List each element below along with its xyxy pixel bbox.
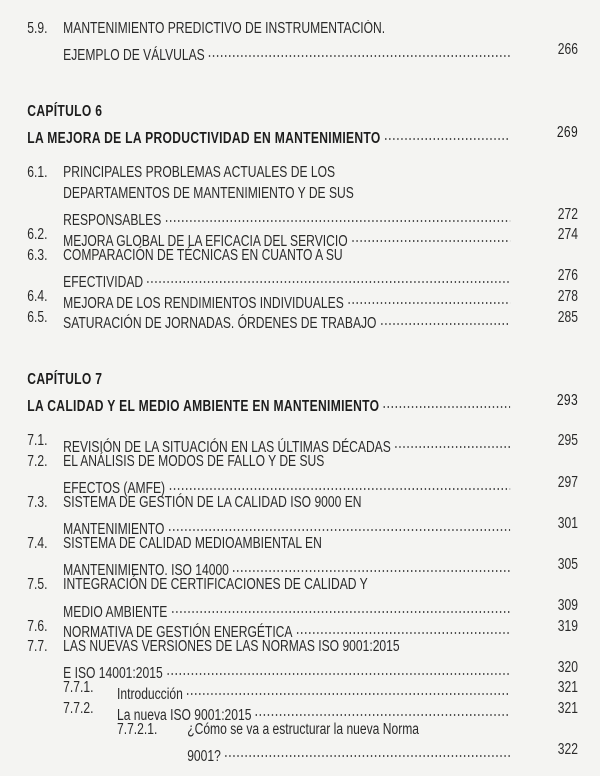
toc-entry-line[interactable]	[0, 555, 578, 580]
chapter-label-text: CAPÍTULO 6	[27, 103, 103, 121]
dot-leader	[255, 699, 511, 720]
toc-entry-line[interactable]	[0, 596, 578, 621]
section-title[interactable]: SATURACIÓN DE JORNADAS. ÓRDENES DE TRABAJO	[63, 315, 377, 333]
section-title[interactable]: SISTEMA DE CALIDAD MEDIOAMBIENTAL EN	[63, 535, 322, 553]
section-number: 7.7.1.	[63, 679, 94, 697]
chapter-label	[0, 102, 578, 123]
page-number: 285	[557, 308, 578, 326]
chapter-label-text: CAPÍTULO 7	[27, 371, 103, 389]
section-title[interactable]: La nueva ISO 9001:2015	[116, 706, 252, 724]
toc-entry-line[interactable]	[0, 40, 578, 65]
section-title[interactable]: MANTENIMIENTO	[63, 521, 165, 539]
section-title[interactable]: MEDIO AMBIENTE	[63, 603, 168, 621]
dot-leader	[168, 473, 510, 494]
chapter-title-body	[27, 391, 510, 418]
toc-entry-line[interactable]	[0, 575, 578, 596]
section-number: 7.1.	[27, 432, 48, 450]
toc-entry-line[interactable]	[0, 617, 578, 642]
section-title[interactable]: 9001?	[187, 747, 221, 765]
toc-entry-line[interactable]	[0, 678, 578, 704]
chapter-title-line[interactable]	[0, 123, 578, 148]
dot-leader	[224, 740, 510, 761]
section-title-body	[63, 637, 399, 658]
section-title[interactable]: EJEMPLO DE VÁLVULAS	[63, 47, 205, 65]
section-title[interactable]: E ISO 14001:2015	[63, 665, 163, 683]
section-title-body	[187, 740, 510, 767]
section-title[interactable]: MEJORA DE LOS RENDIMIENTOS INDIVIDUALES	[63, 294, 344, 312]
section-number: 7.4.	[27, 535, 48, 553]
page-number: 319	[557, 617, 578, 635]
dot-leader	[383, 391, 511, 412]
toc-entry-line[interactable]	[0, 473, 578, 498]
section-title[interactable]: MANTENIMIENTO. ISO 14000	[63, 562, 229, 580]
page-number: 278	[557, 287, 578, 305]
toc-entry-line[interactable]	[0, 514, 578, 539]
dot-leader	[208, 40, 510, 61]
page-number: 266	[557, 40, 578, 58]
page-number: 269	[556, 123, 578, 141]
toc-entry-line[interactable]	[0, 637, 578, 658]
page-number: 321	[557, 700, 578, 718]
toc-entry-line[interactable]	[0, 658, 578, 683]
section-number: 6.3.	[27, 246, 48, 264]
section-title-body	[63, 40, 510, 67]
toc-entry-line[interactable]	[0, 246, 578, 267]
section-title[interactable]: MANTENIMIENTO PREDICTIVO DE INSTRUMENTACIÓN.	[63, 20, 386, 37]
toc-entry-line[interactable]	[0, 308, 578, 333]
section-title-body	[63, 246, 342, 267]
section-title[interactable]: EFECTOS (AMFE)	[63, 480, 166, 498]
section-title-body	[63, 163, 335, 184]
section-title-body	[63, 534, 322, 555]
section-number: 7.7.2.	[63, 700, 94, 718]
dot-leader	[186, 678, 510, 699]
toc-entry-line[interactable]	[0, 266, 578, 291]
page-number: 293	[556, 391, 578, 409]
dot-leader	[296, 617, 511, 638]
chapter-title[interactable]: LA MEJORA DE LA PRODUCTIVIDAD EN MANTENIMIENTO	[27, 130, 381, 148]
section-title-body	[187, 720, 419, 741]
dot-leader	[351, 225, 510, 246]
section-title[interactable]: DEPARTAMENTOS DE MANTENIMIENTO Y DE SUS	[63, 184, 354, 202]
dot-leader	[166, 658, 510, 679]
section-number: 6.2.	[27, 226, 48, 244]
chapter-title-body	[27, 123, 510, 150]
page-number: 274	[557, 226, 578, 244]
section-number: 6.4.	[27, 287, 48, 305]
toc-entry-line[interactable]	[0, 493, 578, 514]
section-number: 7.5.	[27, 576, 48, 594]
page-number: 297	[557, 473, 578, 491]
toc-entry-line[interactable]	[0, 225, 578, 250]
page-number: 272	[557, 205, 578, 223]
toc-entry-line[interactable]	[0, 19, 578, 40]
toc-entry-line[interactable]	[0, 287, 578, 312]
chapter-title-line[interactable]	[0, 391, 578, 416]
toc-entry-line[interactable]	[0, 431, 578, 456]
page-number: 322	[557, 741, 578, 759]
section-number: 7.7.2.1.	[116, 720, 158, 738]
page-number: 321	[557, 679, 578, 697]
section-number: 7.2.	[27, 452, 48, 470]
page-number: 301	[557, 514, 578, 532]
section-number: 7.7.	[27, 638, 48, 656]
section-title[interactable]: EL ANÁLISIS DE MODOS DE FALLO Y DE SUS	[63, 452, 325, 470]
toc-entry-line[interactable]	[0, 534, 578, 555]
section-title[interactable]: EFECTIVIDAD	[63, 273, 144, 291]
section-number: 5.9.	[27, 20, 48, 37]
dot-leader	[232, 555, 510, 576]
chapter-label	[0, 370, 578, 391]
section-title-body	[63, 452, 324, 473]
section-title[interactable]: RESPONSABLES	[63, 212, 162, 230]
section-title-body	[63, 493, 361, 514]
section-title-body	[63, 308, 510, 335]
section-number: 6.5.	[27, 308, 48, 326]
dot-leader	[380, 308, 511, 329]
toc-entry-line[interactable]	[0, 699, 578, 724]
section-title[interactable]: REVISIÓN DE LA SITUACIÓN EN LAS ÚLTIMAS DÉCADAS	[63, 438, 391, 456]
section-title[interactable]: Introducción	[116, 686, 183, 704]
toc-entry-line[interactable]	[0, 720, 578, 741]
section-title[interactable]: SISTEMA DE GESTIÓN DE LA CALIDAD ISO 9000 EN	[63, 494, 362, 512]
section-title-body	[63, 19, 385, 40]
section-title[interactable]: INTEGRACIÓN DE CERTIFICACIONES DE CALIDAD Y	[63, 576, 368, 594]
page-number: 309	[557, 597, 578, 615]
chapter-title[interactable]: LA CALIDAD Y EL MEDIO AMBIENTE EN MANTENIMIENTO	[27, 398, 380, 416]
section-title-body	[63, 184, 354, 205]
toc-entry-line[interactable]	[0, 184, 578, 205]
section-title[interactable]: COMPARACIÓN DE TÉCNICAS EN CUANTO A SU	[63, 246, 343, 264]
page-number: 305	[557, 555, 578, 573]
toc-entry-line[interactable]	[0, 163, 578, 184]
section-title[interactable]: PRINCIPALES PROBLEMAS ACTUALES DE LOS	[63, 164, 336, 182]
dot-leader	[164, 205, 510, 226]
table-of-contents	[0, 19, 578, 765]
section-title[interactable]: MEJORA GLOBAL DE LA EFICACIA DEL SERVICIO	[63, 232, 348, 250]
page-number: 320	[557, 658, 578, 676]
toc-entry-line[interactable]	[0, 205, 578, 230]
dot-leader	[394, 431, 510, 452]
dot-leader	[146, 266, 510, 287]
dot-leader	[168, 514, 511, 535]
toc-entry-line[interactable]	[0, 740, 578, 765]
section-number: 7.6.	[27, 617, 48, 635]
section-title[interactable]: LAS NUEVAS VERSIONES DE LAS NORMAS ISO 9001:2015	[63, 638, 400, 656]
dot-leader	[170, 596, 510, 617]
section-title[interactable]: ¿Cómo se va a estructurar la nueva Norma	[187, 720, 420, 738]
toc-entry-line[interactable]	[0, 452, 578, 473]
dot-leader	[384, 123, 510, 144]
section-title[interactable]: NORMATIVA DE GESTIÓN ENERGÉTICA	[63, 624, 293, 642]
dot-leader	[347, 287, 510, 308]
page-number: 276	[557, 267, 578, 285]
section-number: 6.1.	[27, 164, 48, 182]
page-number: 295	[557, 432, 578, 450]
section-title-body	[63, 575, 368, 596]
section-number: 7.3.	[27, 494, 48, 512]
